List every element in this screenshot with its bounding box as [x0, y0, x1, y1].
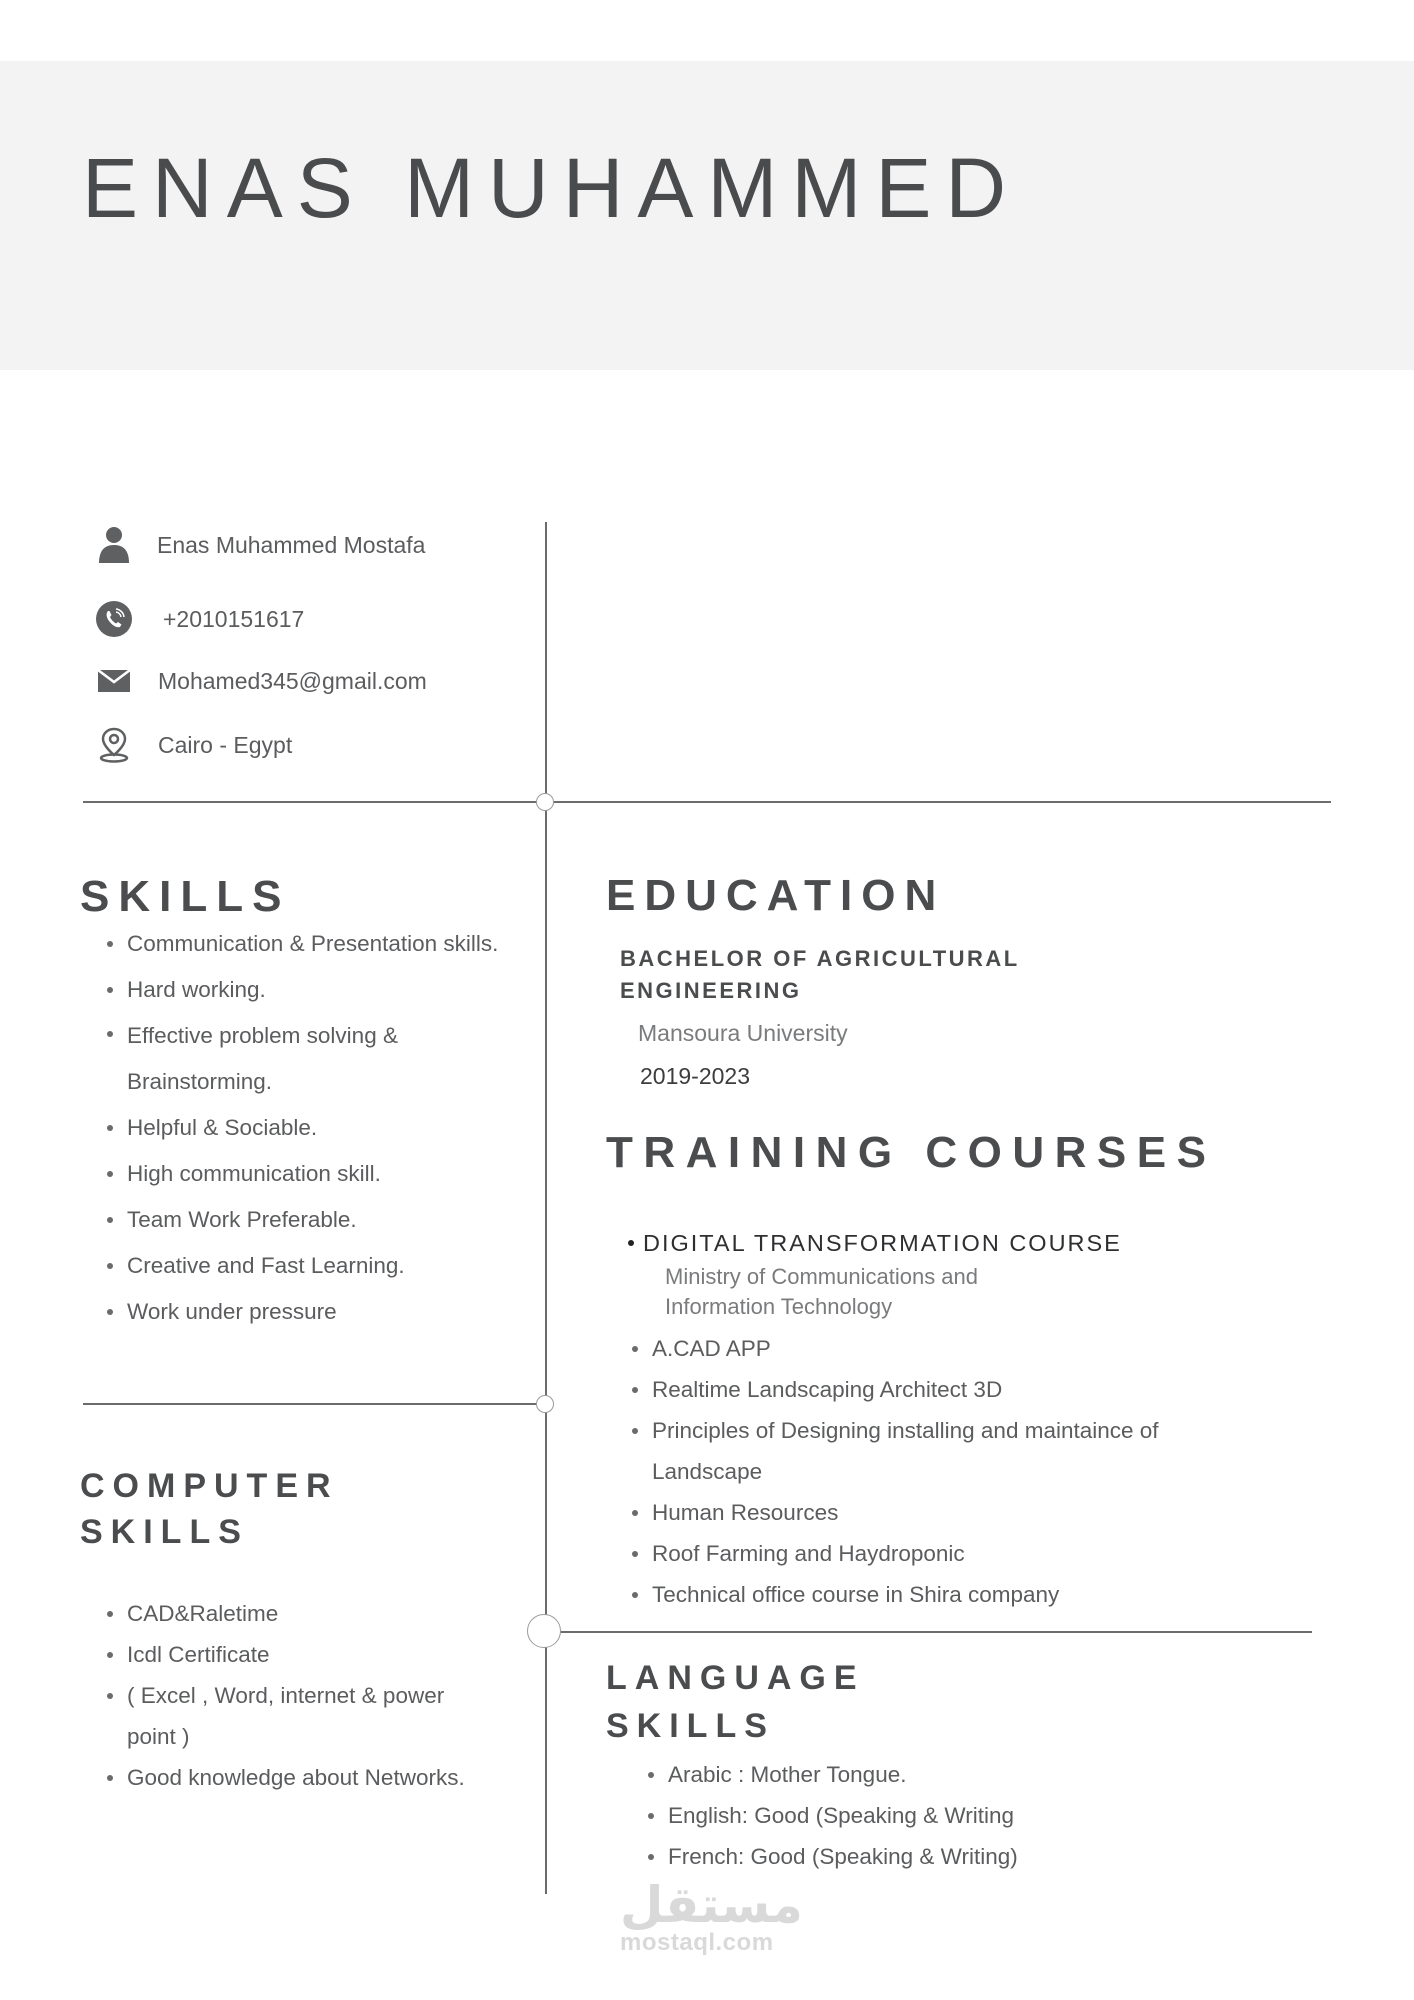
list-item: Work under pressure	[105, 1289, 535, 1335]
divider-node	[536, 1395, 554, 1413]
list-item: Helpful & Sociable.	[105, 1105, 535, 1151]
contact-name-row	[96, 525, 425, 565]
resume-name-heading: ENAS MUHAMMED	[82, 141, 1021, 235]
degree-title: BACHELOR OF AGRICULTURAL ENGINEERING	[620, 946, 1020, 1003]
featured-course	[628, 1230, 1122, 1322]
computer-skills-heading-line2: SKILLS	[80, 1513, 249, 1551]
phone-icon	[96, 601, 132, 637]
skills-list	[105, 921, 535, 1335]
computer-skills-heading-line1: COMPUTER	[80, 1467, 339, 1505]
education-years: 2019-2023	[640, 1063, 750, 1089]
list-item: CAD&Raletime	[105, 1593, 505, 1634]
list-item: Technical office course in Shira company	[630, 1574, 1190, 1615]
list-item: Communication & Presentation skills.	[105, 921, 535, 967]
contact-location-row	[96, 725, 292, 765]
bullet-icon	[628, 1240, 634, 1246]
vertical-divider	[545, 522, 547, 1894]
contact-email-row	[96, 661, 427, 701]
training-divider	[546, 1631, 1312, 1633]
computer-skills-list	[105, 1593, 505, 1798]
language-skills-heading-line1: LANGUAGE	[606, 1659, 865, 1697]
language-skills-list	[646, 1754, 1146, 1877]
training-courses-heading: TRAINING COURSES	[606, 1128, 1217, 1177]
list-item: Roof Farming and Haydroponic	[630, 1533, 1190, 1574]
list-item: Human Resources	[630, 1492, 1190, 1533]
contact-email: Mohamed345@gmail.com	[158, 667, 427, 694]
university-name: Mansoura University	[638, 1020, 848, 1046]
training-courses-list	[630, 1328, 1190, 1615]
language-skills-heading-line2: SKILLS	[606, 1707, 775, 1745]
divider-node	[536, 793, 554, 811]
featured-course-title: DIGITAL TRANSFORMATION COURSE	[628, 1230, 1122, 1257]
list-item: Creative and Fast Learning.	[105, 1243, 535, 1289]
person-icon	[96, 527, 132, 563]
contact-phone: +2010151617	[163, 605, 305, 632]
contact-location: Cairo - Egypt	[158, 731, 293, 758]
list-item: English: Good (Speaking & Writing	[646, 1795, 1146, 1836]
list-item: Hard working.	[105, 967, 535, 1013]
contact-phone-row	[96, 599, 304, 639]
skills-heading: SKILLS	[80, 872, 291, 921]
computer-skills-heading	[80, 1463, 339, 1555]
skills-divider	[83, 1403, 546, 1405]
list-item: A.CAD APP	[630, 1328, 1190, 1369]
list-item: Good knowledge about Networks.	[105, 1757, 505, 1798]
list-item: High communication skill.	[105, 1151, 535, 1197]
contact-full-name: Enas Muhammed Mostafa	[157, 531, 426, 558]
education-heading: EDUCATION	[606, 871, 946, 920]
watermark-logo-arabic: مستقل	[620, 1876, 803, 1934]
list-item: Icdl Certificate	[105, 1634, 505, 1675]
list-item: Team Work Preferable.	[105, 1197, 535, 1243]
language-skills-heading	[606, 1654, 865, 1750]
list-item: Principles of Designing installing and maintaince of Landscape	[630, 1410, 1212, 1492]
watermark-logo-latin: mostaql.com	[620, 1929, 774, 1956]
list-item: Effective problem solving & Brainstorming.	[105, 1013, 457, 1105]
location-pin-icon	[96, 727, 132, 763]
divider-node-large	[527, 1614, 561, 1648]
featured-course-organization: Ministry of Communications and Information Technology	[665, 1264, 979, 1319]
email-icon	[96, 663, 132, 699]
list-item: French: Good (Speaking & Writing)	[646, 1836, 1146, 1877]
contact-divider	[83, 801, 1331, 803]
list-item: Realtime Landscaping Architect 3D	[630, 1369, 1190, 1410]
list-item: ( Excel , Word, internet & power point )	[105, 1675, 487, 1757]
list-item: Arabic : Mother Tongue.	[646, 1754, 1146, 1795]
